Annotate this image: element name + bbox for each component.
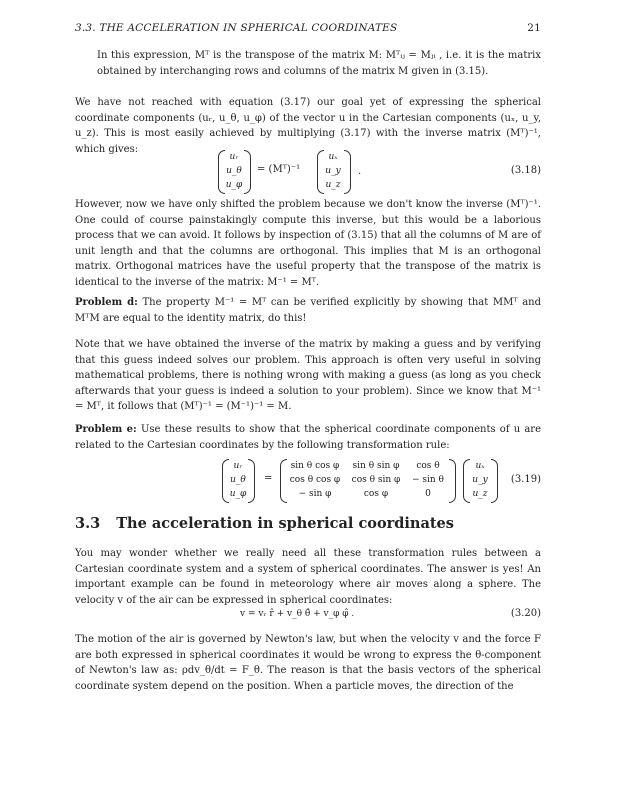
matrix-column-2: sin θ sin φ cos θ sin φ cos φ — [351, 461, 401, 499]
problem-e — [75, 422, 541, 453]
equation-operator: = — [264, 473, 273, 484]
section-heading — [75, 515, 470, 532]
lhs-vector: uᵣ u_θ u_φ — [229, 461, 247, 499]
section-number: 3.3 — [75, 515, 101, 532]
equation-body: v = vᵣ r̂ + v_θ θ̂ + v_φ φ̂ . — [240, 609, 355, 619]
matrix-column-1: sin θ cos φ cos θ cos φ − sin φ — [289, 461, 341, 499]
paragraph: In this expression, Mᵀ is the transpose of the matrix M: Mᵀᵢⱼ = Mⱼᵢ , i.e. it is the matrix obtained by interchanging rows and columns of the matrix M given in (3.15). — [97, 50, 541, 77]
problem-text: The property M⁻¹ = Mᵀ can be verified explicitly by showing that MMᵀ and MᵀM are equal to the identity matrix, do this! — [75, 297, 541, 324]
running-title: 3.3. THE ACCELERATION IN SPHERICAL COORDINATES — [75, 22, 398, 34]
lhs-vector: uᵣ u_θ u_φ — [225, 152, 243, 190]
rhs-vector: uₓ u_y u_z — [472, 461, 488, 499]
rhs-vector: uₓ u_y u_z — [325, 152, 341, 190]
problem-label: Problem d: — [75, 297, 138, 308]
problem-label: Problem e: — [75, 424, 137, 435]
equation-end: . — [358, 166, 362, 177]
equation-operator: = (Mᵀ)⁻¹ — [257, 164, 301, 175]
equation-number: (3.18) — [510, 165, 541, 176]
equation-number: (3.20) — [510, 608, 541, 619]
paragraph: The motion of the air is governed by Newton's law, but when the velocity v and the force F are both expressed in spherical coordinates it would be wrong to express the θ-component of Newton's law as: ρdv_θ/dt = F_θ. The reason is that the basis vectors of the spherical coordinate system depend on the position. When a particle moves, the direction of the — [75, 634, 541, 692]
matrix-column-3: cos θ − sin θ 0 — [412, 461, 444, 499]
paragraph: However, now we have only shifted the problem because we don't know the inverse (Mᵀ)⁻¹. One could of course painstakingly compute this inverse, but this would be a laborious process that we can avoid. It follows by inspection of (3.15) that all the columns of M are of unit length and that the columns are orthogonal. This implies that M is an orthogonal matrix. Orthogonal matrices have the useful property that the transpose of the matrix is identical to the inverse of the matrix: M⁻¹ = Mᵀ. — [75, 199, 541, 288]
equation-number: (3.19) — [510, 474, 541, 485]
paragraph: We have not reached with equation (3.17) our goal yet of expressing the spherical coordinate components (uᵣ, u_θ, u_φ) of the vector u in the Cartesian components (uₓ, u_y, u_z). This is most easily achieved by multiplying (3.17) with the inverse matrix (Mᵀ)⁻¹, which gives: — [75, 97, 541, 155]
problem-text: Use these results to show that the spherical coordinate components of u are related to the Cartesian coordinates by the following transformation rule: — [75, 424, 541, 451]
paragraph: You may wonder whether we really need all these transformation rules between a Cartesian coordinate system and a system of spherical coordinates. The answer is yes! An important example can be found in meteorology where air moves along a sphere. The velocity v of the air can be expressed in spherical coordinates: — [75, 548, 541, 606]
section-title: The acceleration in spherical coordinates — [116, 515, 454, 532]
running-header — [75, 22, 541, 34]
page-number: 21 — [527, 22, 541, 34]
problem-d — [75, 295, 541, 326]
paragraph: Note that we have obtained the inverse of the matrix by making a guess and by verifying that this guess indeed solves our problem. This approach is often very useful in solving mathematical problems, there is nothing wrong with making a guess (as long as you check afterwards that your guess is indeed a solution to your problem). Since we know that M⁻¹ = Mᵀ, it follows that (Mᵀ)⁻¹ = (M⁻¹)⁻¹ = M. — [75, 339, 541, 412]
